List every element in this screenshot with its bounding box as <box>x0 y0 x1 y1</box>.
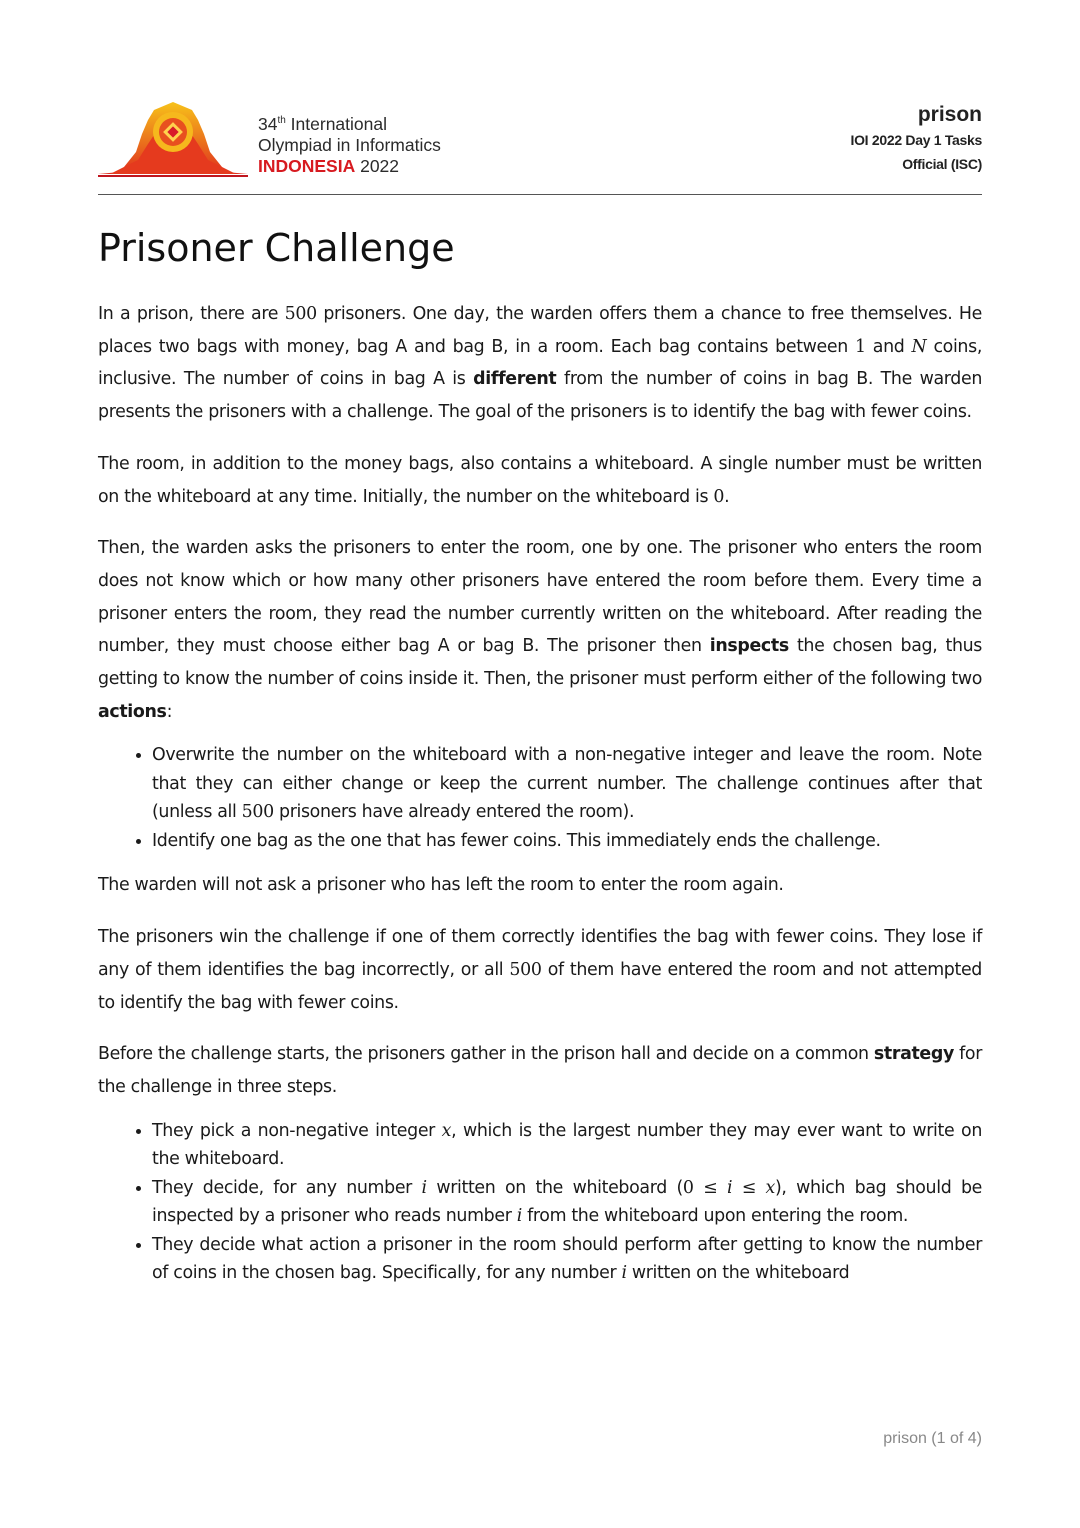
paragraph-no-reentry: The warden will not ask a prisoner who has left the room to enter the room again. <box>98 875 784 896</box>
text: They pick a non-negative integer <box>152 1120 442 1141</box>
math-le: ≤ <box>732 1177 766 1198</box>
bold-different: different <box>473 369 557 390</box>
text: coins, inclusive. The number of coins in bag A is <box>98 336 982 390</box>
text: In a prison, there are <box>98 304 285 324</box>
text: The room, in addition to the money bags, also contains a whiteboard. A single number must be written on the whiteboard at any time. Initially, the number on the whiteboard is <box>98 453 982 507</box>
text: . <box>724 486 730 507</box>
math-500: 500 <box>509 959 542 980</box>
logo-line1-text: International <box>285 113 387 134</box>
list-item: • Identify one bag as the one that has fewer coins. This immediately ends the challenge. <box>152 827 982 856</box>
task-name: prison <box>917 103 982 126</box>
math-x: x <box>441 1120 452 1141</box>
math-1: 1 <box>855 336 866 357</box>
text: Then, the warden asks the prisoners to enter the room, one by one. The prisoner who enters the room does not know which or how many other prisoners have entered the room before them. Every time a prisoner enters the room, they read the number currently written on the whiteboard. After reading the number, they must choose either bag A or bag B. The prisoner then <box>98 538 982 657</box>
list-item <box>152 1174 982 1231</box>
math-i: i <box>726 1177 733 1198</box>
paragraph-intro <box>98 298 982 429</box>
bold-actions: actions <box>98 701 167 722</box>
contest-day: IOI 2022 Day 1 Tasks <box>850 132 982 148</box>
math-i: i <box>516 1206 522 1227</box>
text: written on the whiteboard <box>626 1263 850 1284</box>
math-0: 0 <box>713 486 725 507</box>
text: the chosen bag, thus getting to know the number of coins inside it. Then, the prisoner must perform either of the following two <box>98 636 983 690</box>
paragraph-procedure <box>98 532 982 728</box>
olympiad-wordmark <box>258 110 441 177</box>
paragraph-whiteboard <box>98 448 982 513</box>
logo-line3-country: INDONESIA <box>258 155 356 176</box>
text: Overwrite the number on the whiteboard with a non-negative integer and leave the room. Note that they can either change or keep the current number. The challenge continues after that (unless all <box>152 745 982 823</box>
logo-line1-number: 34 <box>258 113 278 134</box>
math-i: i <box>621 1263 627 1284</box>
logo-line1-suffix: th <box>277 115 286 126</box>
text: from the whiteboard upon entering the room. <box>521 1206 909 1227</box>
text: They decide, for any number <box>152 1177 422 1198</box>
math-i: i <box>421 1177 427 1198</box>
text: prisoners. One day, the warden offers them a chance to free themselves. He places two bags with money, bag A and bag B, in a room. Each bag contains between <box>98 304 982 357</box>
logo-line3-year: 2022 <box>355 155 400 176</box>
text: ), which bag should be inspected by a prisoner who reads number <box>152 1177 982 1227</box>
text: written on the whiteboard ( <box>426 1177 683 1198</box>
math-N: N <box>911 336 927 357</box>
math-zero-le: 0 ≤ <box>682 1177 727 1198</box>
math-500: 500 <box>284 304 317 324</box>
paragraph-win-condition <box>98 921 982 1019</box>
text: , which is the largest number they may ever want to write on the whiteboard. <box>152 1120 982 1170</box>
ioi-logo-icon <box>98 100 248 180</box>
math-x: x <box>765 1177 775 1198</box>
math-500: 500 <box>241 802 274 823</box>
list-item <box>152 1231 982 1288</box>
header-meta <box>851 102 983 176</box>
text: and <box>865 336 912 357</box>
text: : <box>166 701 173 722</box>
page-header <box>98 96 982 195</box>
text: They decide what action a prisoner in the room should perform after getting to know the number of coins in the chosen bag. Specifically, for any number <box>152 1234 982 1284</box>
list-item <box>152 1117 982 1174</box>
paragraph-strategy <box>98 1038 982 1103</box>
text: for the challenge in three steps. <box>98 1044 982 1097</box>
logo-line2: Olympiad in Informatics <box>258 134 441 155</box>
strategy-steps-list <box>98 1117 982 1288</box>
page-footer: prison (1 of 4) <box>883 1430 982 1447</box>
text: prisoners have already entered the room). <box>273 802 635 823</box>
text: from the number of coins in bag B. The warden presents the prisoners with a challenge. The goal of the prisoners is to identify the bag with fewer coins. <box>98 369 982 423</box>
text: of them have entered the room and not attempted to identify the bag with fewer coins. <box>98 959 982 1013</box>
problem-statement <box>98 298 982 1302</box>
list-item <box>152 741 982 827</box>
statement-status: Official (ISC) <box>902 156 982 172</box>
text: Before the challenge starts, the prisoners gather in the prison hall and decide on a common <box>98 1044 874 1065</box>
actions-list <box>98 741 982 855</box>
text: The prisoners win the challenge if one of them correctly identifies the bag with fewer coins. They lose if any of them identifies the bag incorrectly, or all <box>98 927 982 980</box>
bold-strategy: strategy <box>873 1044 954 1065</box>
page-title: Prisoner Challenge <box>98 226 455 270</box>
bold-inspects: inspects <box>709 636 789 657</box>
